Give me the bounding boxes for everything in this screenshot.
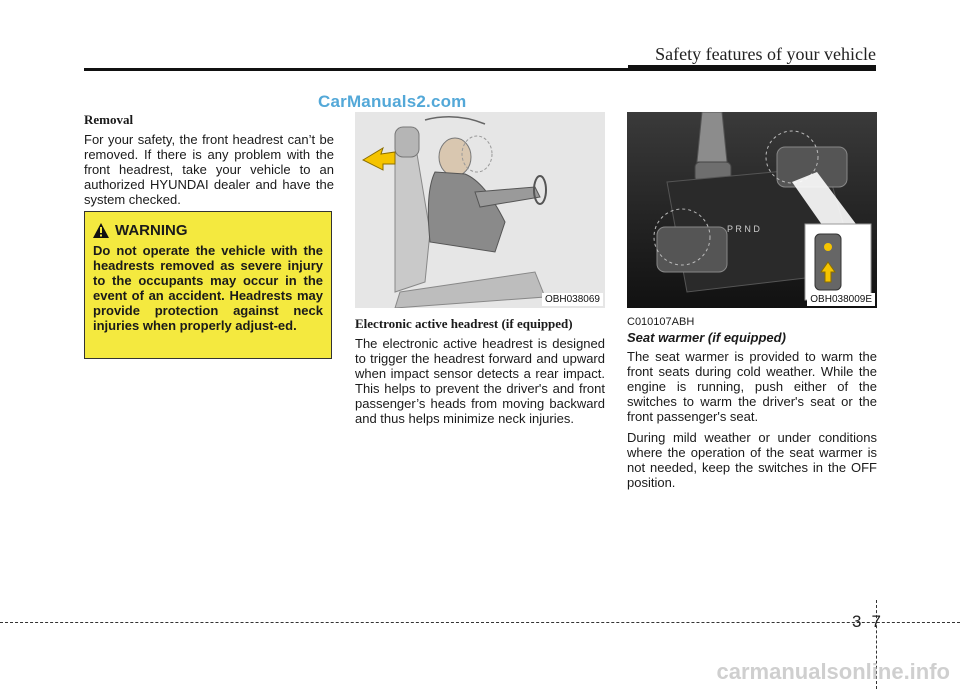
active-headrest-text: The electronic active headrest is designed to trigger the headrest forward and upward when impact sensor detects a rear impact. This helps to prevent the driver's and front passenger’s heads from moving backward and thus helps minimize neck injuries. (355, 336, 605, 426)
column-middle (355, 112, 605, 432)
column-right (627, 112, 877, 496)
warning-title-text: WARNING (115, 222, 188, 239)
headrest-figure-image (355, 112, 605, 308)
seat-warmer-figure-image (627, 112, 877, 308)
watermark-bottom: carmanualsonline.info (716, 659, 950, 684)
figure-label: OBH038009E (807, 293, 875, 306)
active-headrest-heading: Electronic active headrest (if equipped) (355, 316, 573, 331)
section-code: C010107ABH (627, 316, 695, 328)
warning-title (93, 222, 323, 239)
seat-warmer-illustration (627, 112, 877, 308)
seat-warmer-text-1: The seat warmer is provided to warm the front seats during cold weather. While the engine is running, push either of the switches to warm the driver's seat or the front passenger's seat. (627, 349, 877, 424)
warning-box (84, 211, 332, 359)
page-header-title: Safety features of your vehicle (655, 44, 876, 64)
seat-warmer-text-2: During mild weather or under conditions where the operation of the seat warmer is not needed, keep the switches in the OFF position. (627, 430, 877, 490)
removal-heading: Removal (84, 112, 134, 127)
seat-warmer-heading: Seat warmer (if equipped) (627, 330, 786, 345)
header-rule-accent (628, 65, 876, 69)
removal-text: For your safety, the front headrest can’t be removed. If there is any problem with the front headrest, take your vehicle to an authorized HYUNDAI dealer and have the system checked. (84, 132, 334, 207)
watermark-link[interactable]: CarManuals2.com (318, 92, 467, 111)
column-left (84, 112, 334, 213)
svg-text:P R N D: P R N D (727, 224, 760, 234)
page-number: 37 (852, 612, 891, 631)
warning-icon (93, 223, 109, 238)
figure-label: OBH038069 (542, 293, 603, 306)
headrest-illustration (355, 112, 605, 308)
footer-dashed-rule (0, 622, 960, 623)
warning-text: Do not operate the vehicle with the headrests removed as severe injury to the occupants may occur in the event of an accident. Headrests may provide protection against neck injuries when properly adjust-ed. (93, 243, 323, 333)
